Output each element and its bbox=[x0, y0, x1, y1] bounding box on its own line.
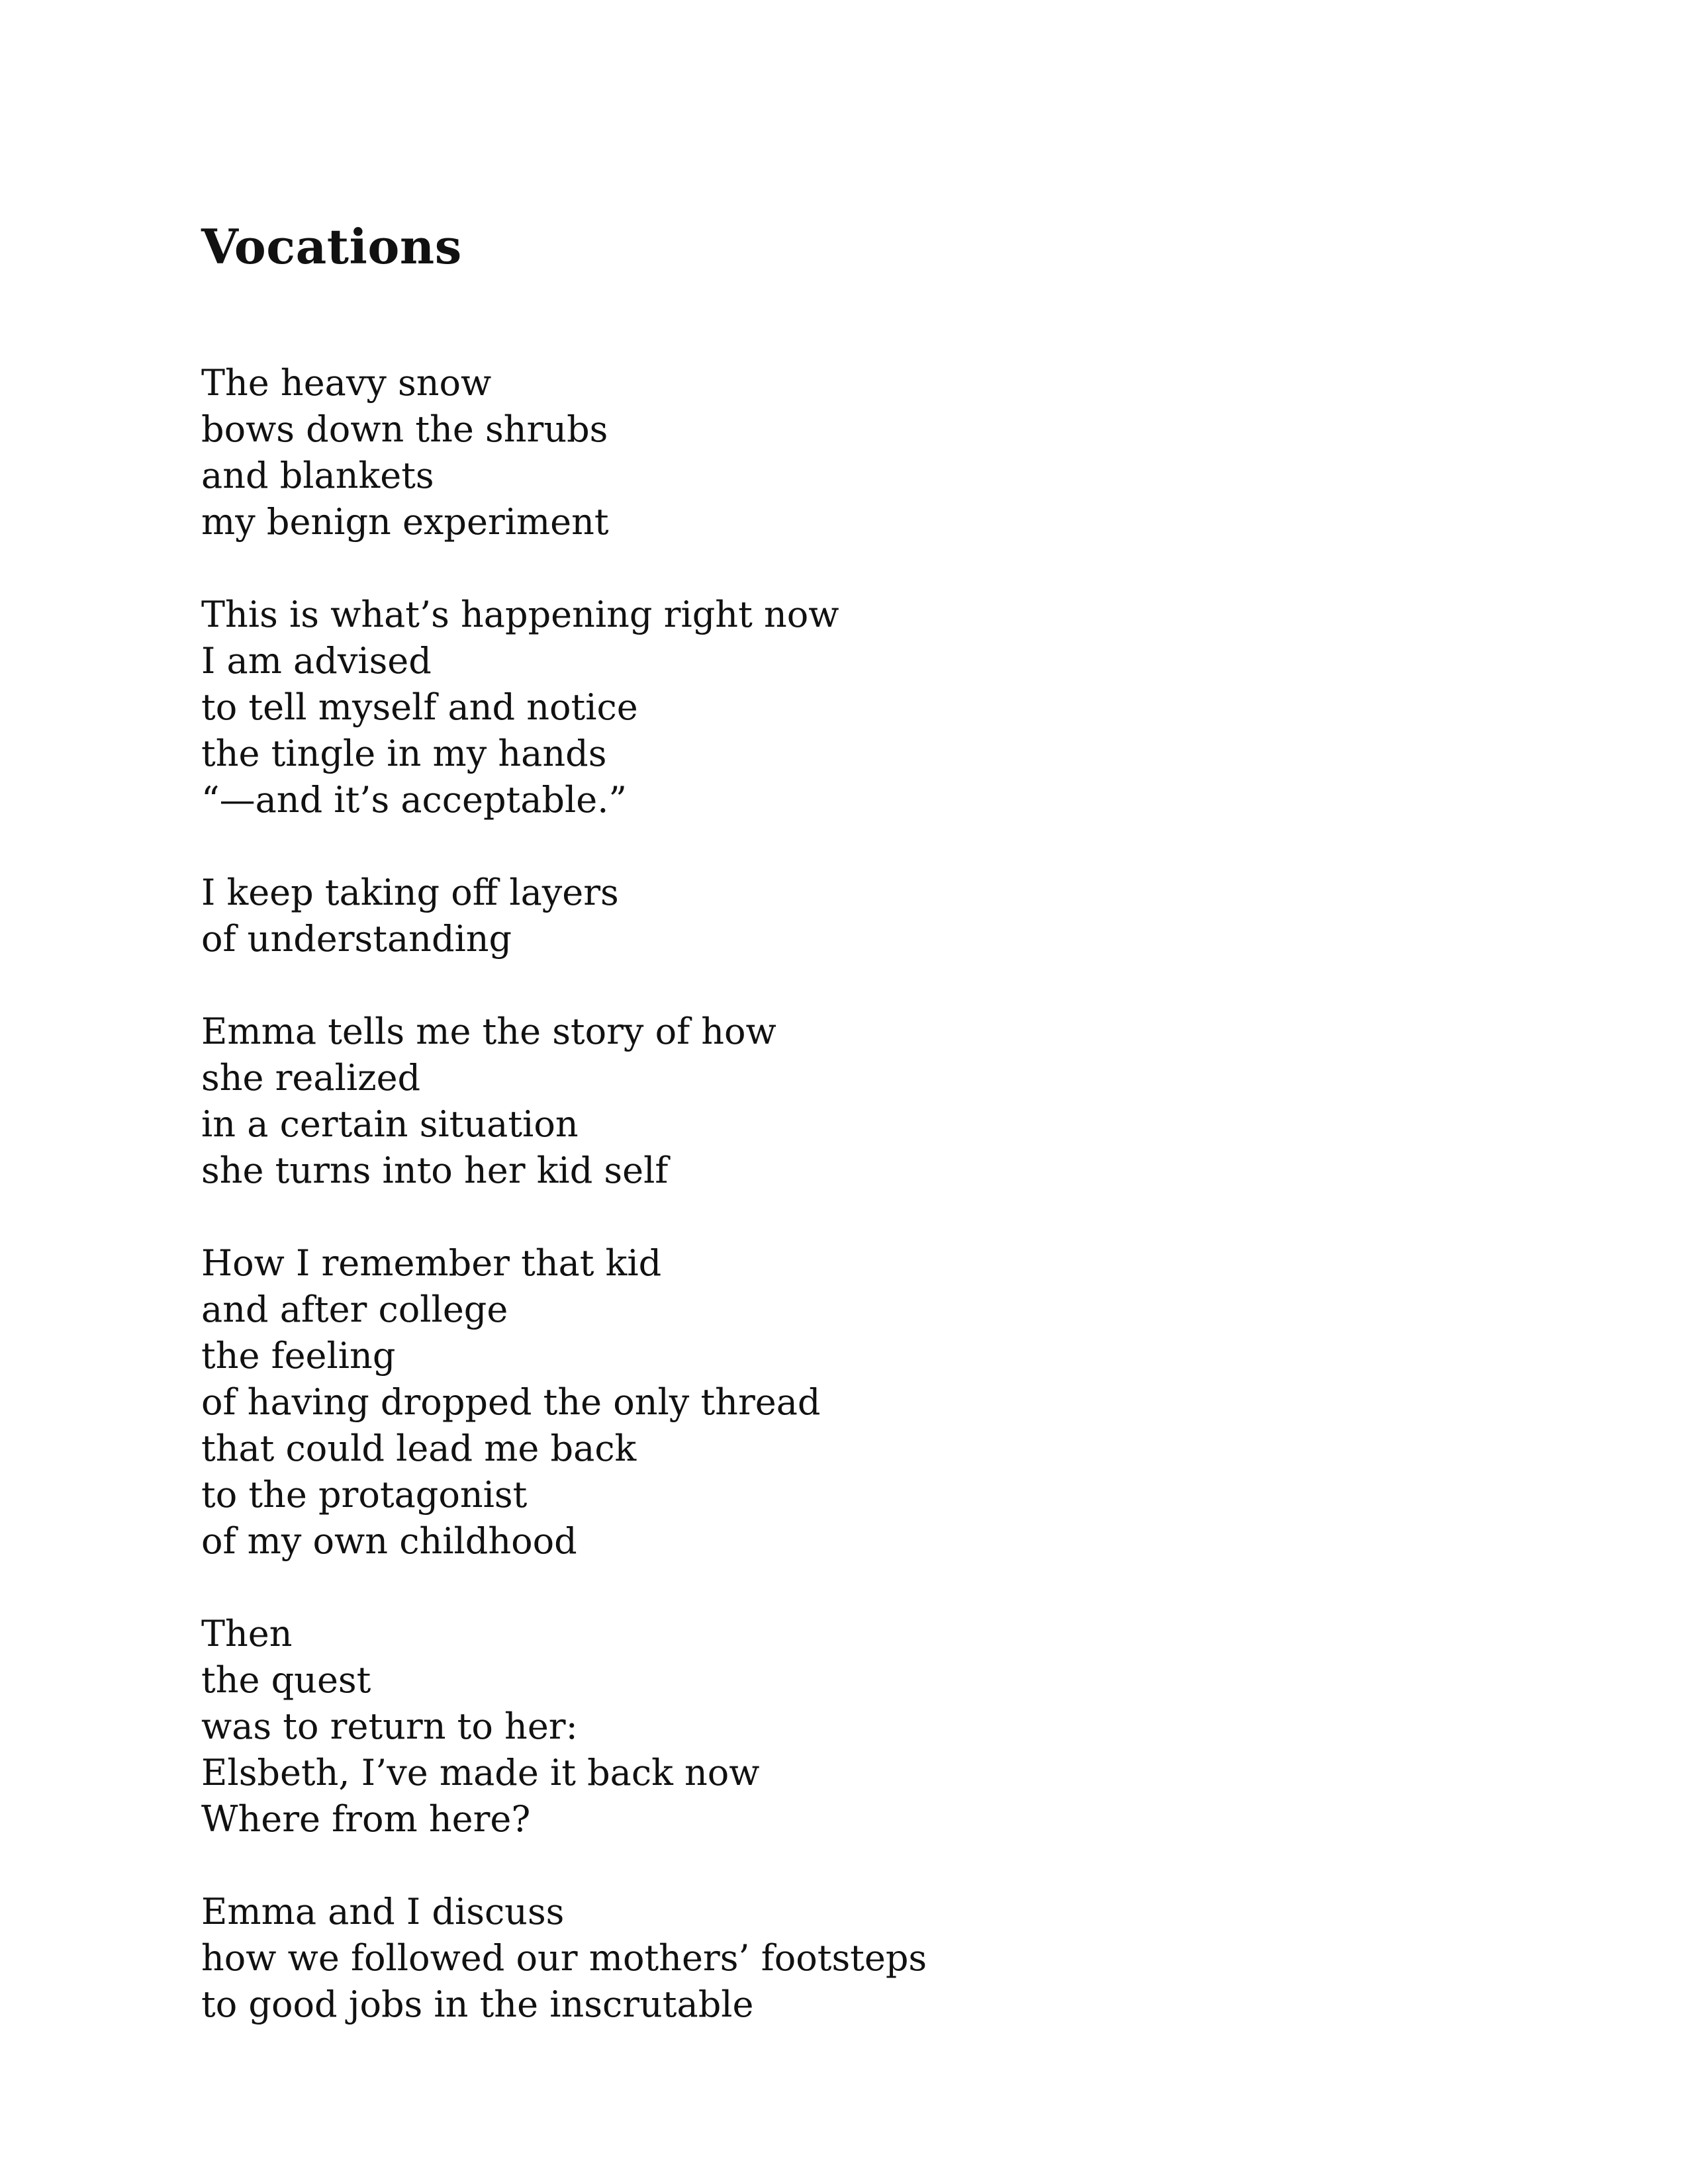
poem-line: Emma and I discuss bbox=[201, 1891, 565, 1933]
stanza-3 bbox=[201, 870, 1525, 962]
poem-line: and blankets bbox=[201, 455, 434, 496]
poem-line: how we followed our mothers’ footsteps bbox=[201, 1937, 927, 1979]
poem-line: I keep taking off layers bbox=[201, 872, 619, 913]
stanza-break bbox=[201, 545, 1525, 592]
poem-line: Emma tells me the story of how bbox=[201, 1011, 776, 1052]
poem-line: she realized bbox=[201, 1057, 421, 1099]
poem-line: of my own childhood bbox=[201, 1520, 577, 1562]
poem-line: my benign experiment bbox=[201, 501, 609, 543]
poem-line: and after college bbox=[201, 1289, 508, 1330]
poem-line: How I remember that kid bbox=[201, 1242, 662, 1284]
poem-line: she turns into her kid self bbox=[201, 1150, 669, 1191]
poem-line: to good jobs in the inscrutable bbox=[201, 1983, 754, 2025]
poem-line: This is what’s happening right now bbox=[201, 594, 839, 635]
stanza-4 bbox=[201, 1009, 1525, 1194]
poem-line: of having dropped the only thread bbox=[201, 1381, 821, 1423]
poem-line: in a certain situation bbox=[201, 1103, 579, 1145]
stanza-break bbox=[201, 1565, 1525, 1611]
poem-line: Where from here? bbox=[201, 1798, 531, 1840]
poem-title: Vocations bbox=[201, 218, 462, 275]
poem-line: The heavy snow bbox=[201, 362, 492, 404]
stanza-break bbox=[201, 823, 1525, 870]
stanza-6 bbox=[201, 1611, 1525, 1843]
poem-line: to tell myself and notice bbox=[201, 686, 638, 728]
stanza-2 bbox=[201, 592, 1525, 823]
poem-line: the quest bbox=[201, 1659, 371, 1701]
poem-line: bows down the shrubs bbox=[201, 408, 608, 450]
stanza-7 bbox=[201, 1889, 1525, 2028]
poem-line: that could lead me back bbox=[201, 1428, 637, 1469]
stanza-break bbox=[201, 962, 1525, 1009]
stanza-break bbox=[201, 1194, 1525, 1240]
poem-line: was to return to her: bbox=[201, 1706, 578, 1747]
poem-line: the feeling bbox=[201, 1335, 396, 1377]
poem-body bbox=[201, 360, 1525, 2028]
poem-line: “—and it’s acceptable.” bbox=[201, 779, 627, 821]
poem-line: the tingle in my hands bbox=[201, 733, 607, 774]
poem-line: of understanding bbox=[201, 918, 512, 960]
stanza-1 bbox=[201, 360, 1525, 545]
poem-line: to the protagonist bbox=[201, 1474, 528, 1516]
stanza-5 bbox=[201, 1240, 1525, 1565]
stanza-break bbox=[201, 1843, 1525, 1889]
poem-line: I am advised bbox=[201, 640, 432, 682]
poem-line: Then bbox=[201, 1613, 293, 1655]
poem-line: Elsbeth, I’ve made it back now bbox=[201, 1752, 760, 1794]
